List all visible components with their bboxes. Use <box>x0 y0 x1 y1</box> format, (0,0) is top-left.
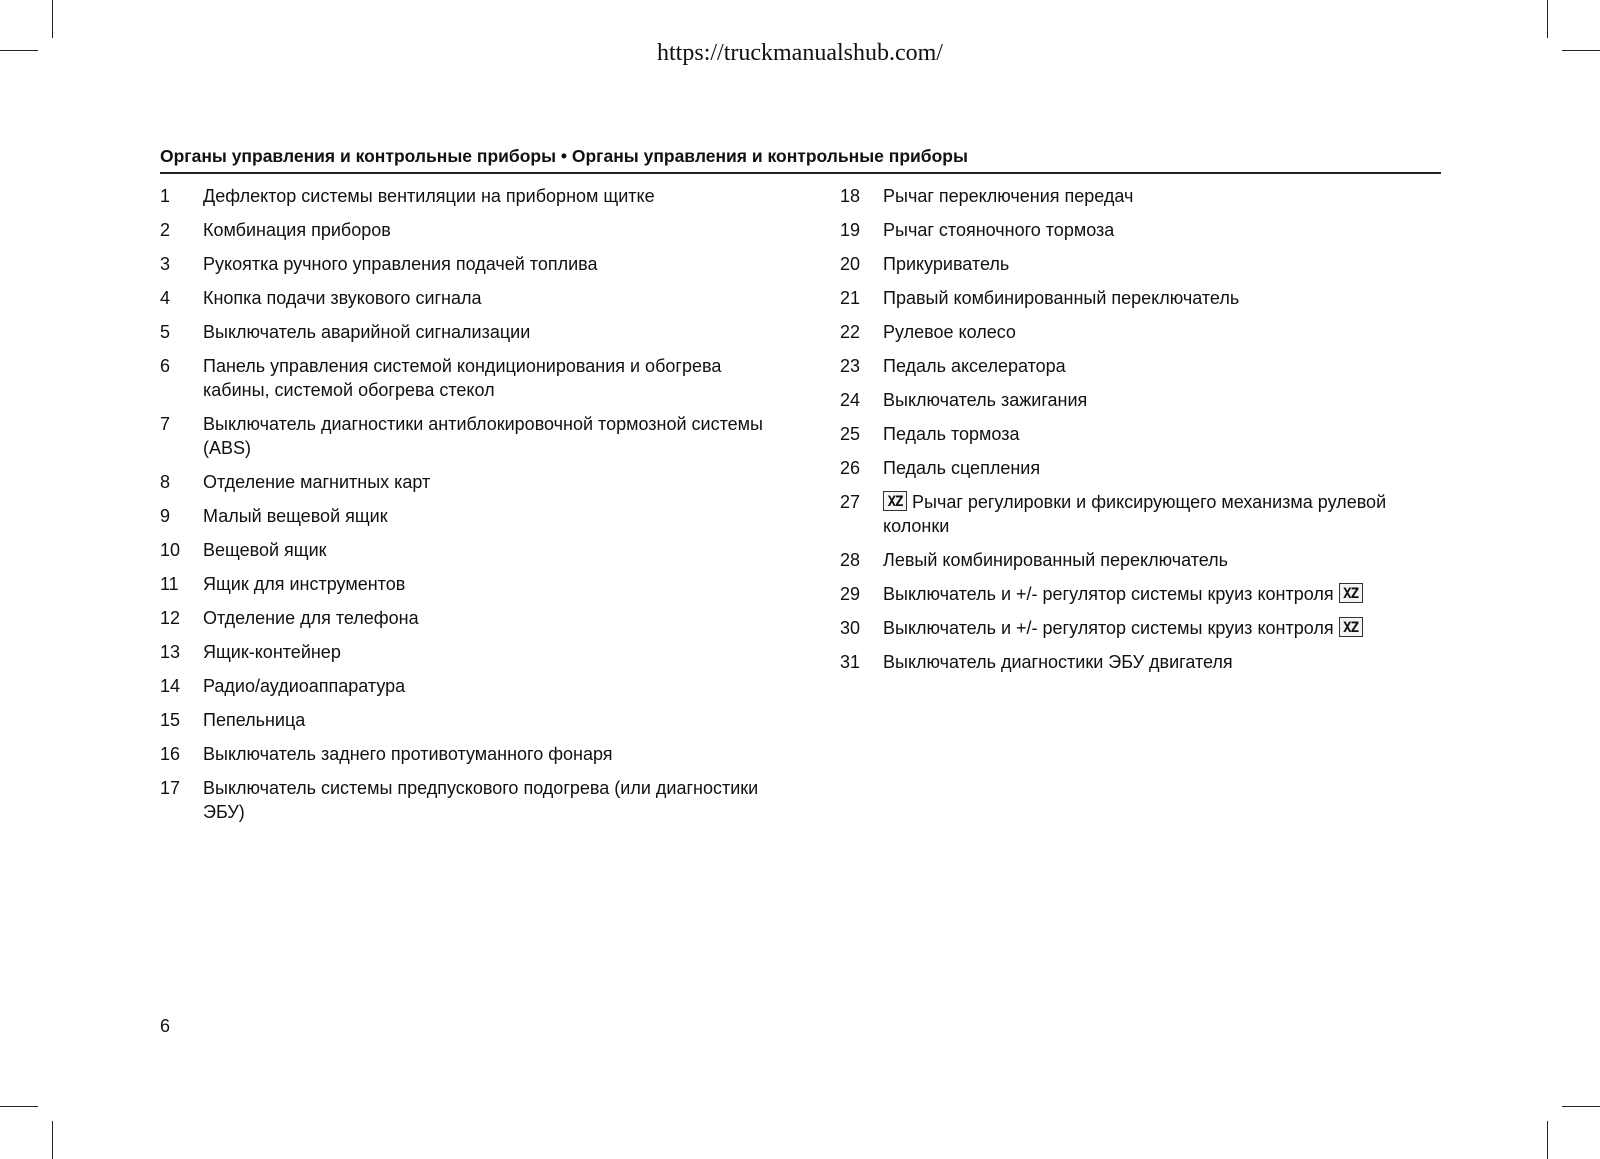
item-number: 16 <box>160 744 181 764</box>
legend-item <box>160 320 780 344</box>
legend-item <box>160 354 780 402</box>
item-text: Правый комбинированный переключатель <box>883 288 1240 308</box>
legend-item <box>840 320 1440 344</box>
item-number: 23 <box>840 356 861 376</box>
legend-item <box>160 708 780 732</box>
legend-item <box>160 572 780 596</box>
legend-item <box>840 456 1440 480</box>
item-number: 15 <box>160 710 181 730</box>
legend-item <box>160 252 780 276</box>
item-text: Выключатель диагностики антиблокировочной тормозной системы (ABS) <box>203 414 763 458</box>
item-number: 3 <box>160 254 171 274</box>
item-text: Ящик для инструментов <box>203 574 406 594</box>
item-text: Выключатель диагностики ЭБУ двигателя <box>883 652 1233 672</box>
item-number: 4 <box>160 288 171 308</box>
legend-item <box>840 650 1440 674</box>
legend-item <box>160 504 780 528</box>
item-number: 12 <box>160 608 181 628</box>
item-number: 26 <box>840 458 861 478</box>
legend-item <box>160 218 780 242</box>
source-url[interactable]: https://truckmanualshub.com/ <box>657 40 943 66</box>
legend-item <box>160 470 780 494</box>
item-number: 22 <box>840 322 861 342</box>
item-number: 20 <box>840 254 861 274</box>
item-text: Прикуриватель <box>883 254 1010 274</box>
item-number: 31 <box>840 652 861 672</box>
crop-mark <box>1547 0 1548 38</box>
item-text: Выключатель аварийной сигнализации <box>203 322 531 342</box>
item-number: 11 <box>160 574 179 594</box>
crop-mark <box>1547 1121 1548 1159</box>
legend-item <box>840 252 1440 276</box>
item-number: 7 <box>160 414 171 434</box>
xz-marker-icon: XZ <box>883 491 907 511</box>
legend-item <box>840 388 1440 412</box>
legend-item <box>160 674 780 698</box>
item-number: 30 <box>840 618 861 638</box>
item-text: Панель управления системой кондиционирования и обогрева кабины, системой обогрева стекол <box>203 356 722 400</box>
legend-right-column <box>840 184 1440 684</box>
crop-mark <box>52 0 53 38</box>
item-number: 21 <box>840 288 861 308</box>
item-text <box>883 616 1440 640</box>
legend-item <box>160 184 780 208</box>
legend-item <box>160 776 780 824</box>
item-text <box>883 582 1440 606</box>
item-text: Выключатель заднего противотуманного фонаря <box>203 744 613 764</box>
item-text: Рычаг переключения передач <box>883 186 1134 206</box>
legend-item <box>840 354 1440 378</box>
legend-item <box>840 286 1440 310</box>
legend-item <box>160 412 780 460</box>
legend-item <box>160 606 780 630</box>
item-text: Комбинация приборов <box>203 220 391 240</box>
legend-item <box>160 538 780 562</box>
item-number: 25 <box>840 424 861 444</box>
legend-item <box>840 490 1440 538</box>
crop-mark <box>1562 1106 1600 1107</box>
item-text: Выключатель зажигания <box>883 390 1088 410</box>
item-text: Отделение для телефона <box>203 608 419 628</box>
legend-item <box>160 640 780 664</box>
item-text-content: Выключатель и +/- регулятор системы круиз контроля <box>883 618 1334 638</box>
item-text: Рычаг стояночного тормоза <box>883 220 1115 240</box>
legend-item <box>840 422 1440 446</box>
item-text: Рулевое колесо <box>883 322 1016 342</box>
item-text-content: Выключатель и +/- регулятор системы круиз контроля <box>883 584 1334 604</box>
item-text: Малый вещевой ящик <box>203 506 388 526</box>
section-title: Органы управления и контрольные приборы • Органы управления и контрольные приборы <box>160 146 968 166</box>
item-text: Педаль сцепления <box>883 458 1041 478</box>
item-text: Вещевой ящик <box>203 540 327 560</box>
legend-item <box>840 616 1440 640</box>
item-number: 24 <box>840 390 861 410</box>
item-text: Дефлектор системы вентиляции на приборном щитке <box>203 186 655 206</box>
item-text: Кнопка подачи звукового сигнала <box>203 288 482 308</box>
crop-mark <box>0 1106 38 1107</box>
item-text: Педаль акселератора <box>883 356 1066 376</box>
item-number: 10 <box>160 540 181 560</box>
item-text <box>883 490 1440 538</box>
title-divider <box>160 172 1441 174</box>
legend-item <box>840 548 1440 572</box>
item-number: 1 <box>160 186 171 206</box>
item-number: 2 <box>160 220 171 240</box>
item-text: Рукоятка ручного управления подачей топлива <box>203 254 598 274</box>
legend-item <box>160 286 780 310</box>
item-text: Выключатель системы предпускового подогрева (или диагностики ЭБУ) <box>203 778 759 822</box>
item-number: 9 <box>160 506 171 526</box>
item-number: 18 <box>840 186 861 206</box>
item-number: 29 <box>840 584 861 604</box>
legend-item <box>840 582 1440 606</box>
item-text-content: Рычаг регулировки и фиксирующего механизма рулевой колонки <box>883 492 1387 536</box>
xz-marker-icon: XZ <box>1339 617 1363 637</box>
item-number: 6 <box>160 356 171 376</box>
xz-marker-icon: XZ <box>1339 583 1363 603</box>
item-number: 19 <box>840 220 861 240</box>
item-text: Педаль тормоза <box>883 424 1020 444</box>
item-text: Радио/аудиоаппаратура <box>203 676 406 696</box>
item-number: 5 <box>160 322 171 342</box>
legend-left-column <box>160 184 780 834</box>
item-number: 27 <box>840 492 861 512</box>
item-text: Пепельница <box>203 710 306 730</box>
item-number: 8 <box>160 472 171 492</box>
page-number: 6 <box>160 1016 171 1036</box>
item-number: 14 <box>160 676 181 696</box>
crop-mark <box>52 1121 53 1159</box>
legend-item <box>160 742 780 766</box>
item-number: 28 <box>840 550 861 570</box>
item-text: Ящик-контейнер <box>203 642 341 662</box>
item-number: 13 <box>160 642 181 662</box>
legend-item <box>840 218 1440 242</box>
legend-item <box>840 184 1440 208</box>
item-text: Отделение магнитных карт <box>203 472 431 492</box>
item-text: Левый комбинированный переключатель <box>883 550 1229 570</box>
item-number: 17 <box>160 778 181 798</box>
